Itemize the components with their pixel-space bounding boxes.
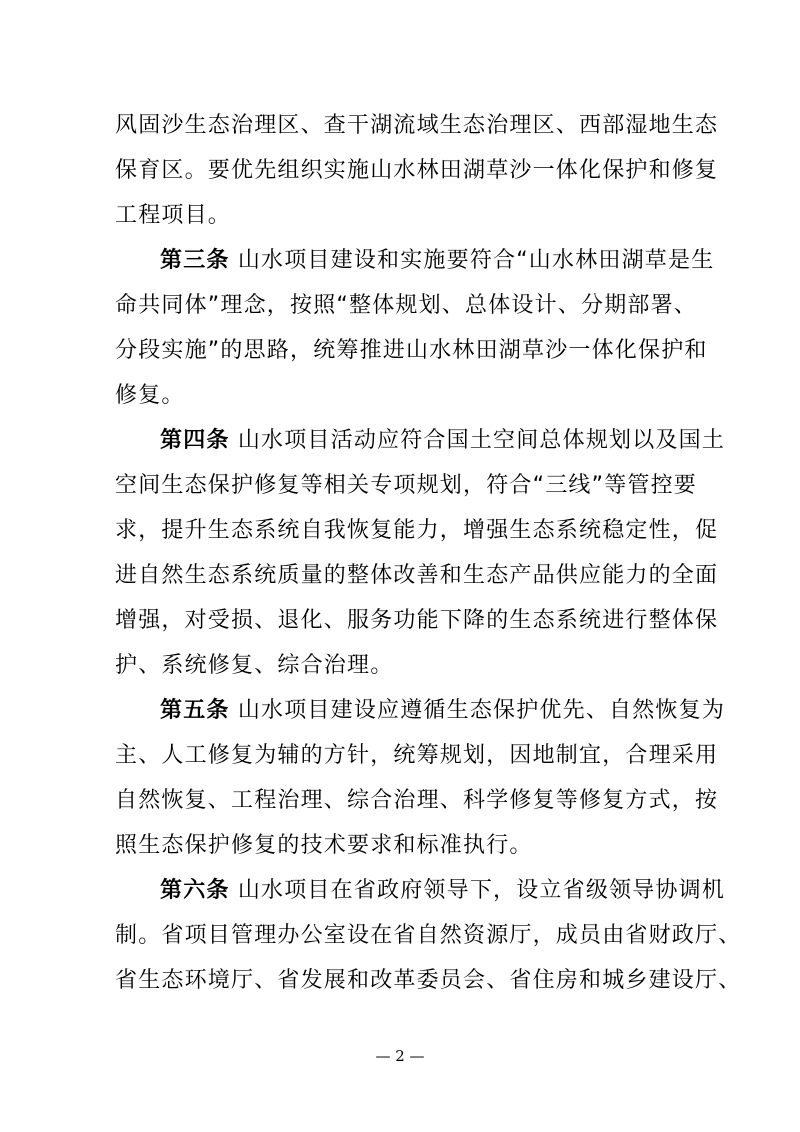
body-line: 自然恢复、工程治理、综合治理、科学修复等修复方式，按 [115, 788, 719, 813]
body-line: 空间生态保护修复等相关专项规划，符合“三线”等管控要 [115, 473, 697, 498]
body-line: 主、人工修复为辅的方针，统筹规划，因地制宜，合理采用 [115, 743, 719, 768]
article-first-line [160, 876, 725, 906]
body-line: 修复。 [115, 383, 185, 408]
article-heading: 第六条 [160, 878, 230, 903]
article-text: 山水项目在省政府领导下，设立省级领导协调机 [237, 878, 726, 903]
body-line: 进自然生态系统质量的整体改善和生态产品供应能力的全面 [115, 563, 719, 588]
article-heading: 第三条 [160, 248, 230, 273]
article-text: 山水项目活动应符合国土空间总体规划以及国土 [237, 428, 726, 453]
article-text: 山水项目建设应遵循生态保护优先、自然恢复为 [237, 698, 726, 723]
body-line: 求，提升生态系统自我恢复能力，增强生态系统稳定性，促 [115, 518, 719, 543]
article-heading: 第五条 [160, 698, 230, 723]
body-line: 省生态环境厅、省发展和改革委员会、省住房和城乡建设厅、 [115, 968, 742, 993]
body-line: 分段实施”的思路，统筹推进山水林田湖草沙一体化保护和 [115, 338, 708, 363]
article-first-line [160, 246, 714, 276]
body-line: 照生态保护修复的技术要求和标准执行。 [115, 833, 533, 858]
body-line: 风固沙生态治理区、查干湖流域生态治理区、西部湿地生态 [115, 113, 719, 138]
body-line: 命共同体”理念，按照“整体规划、总体设计、分期部署、 [115, 293, 697, 318]
article-heading: 第四条 [160, 428, 230, 453]
page-number: — 2 — [375, 1047, 425, 1065]
body-line: 保育区。要优先组织实施山水林田湖草沙一体化保护和修复 [115, 158, 719, 183]
body-line: 增强，对受损、退化、服务功能下降的生态系统进行整体保 [115, 608, 719, 633]
body-line: 制。省项目管理办公室设在省自然资源厅，成员由省财政厅、 [115, 923, 742, 948]
article-text: 山水项目建设和实施要符合“山水林田湖草是生 [237, 248, 715, 273]
body-line: 工程项目。 [115, 203, 232, 228]
body-line: 护、系统修复、综合治理。 [115, 653, 394, 678]
article-first-line [160, 696, 725, 726]
article-first-line [160, 426, 725, 456]
